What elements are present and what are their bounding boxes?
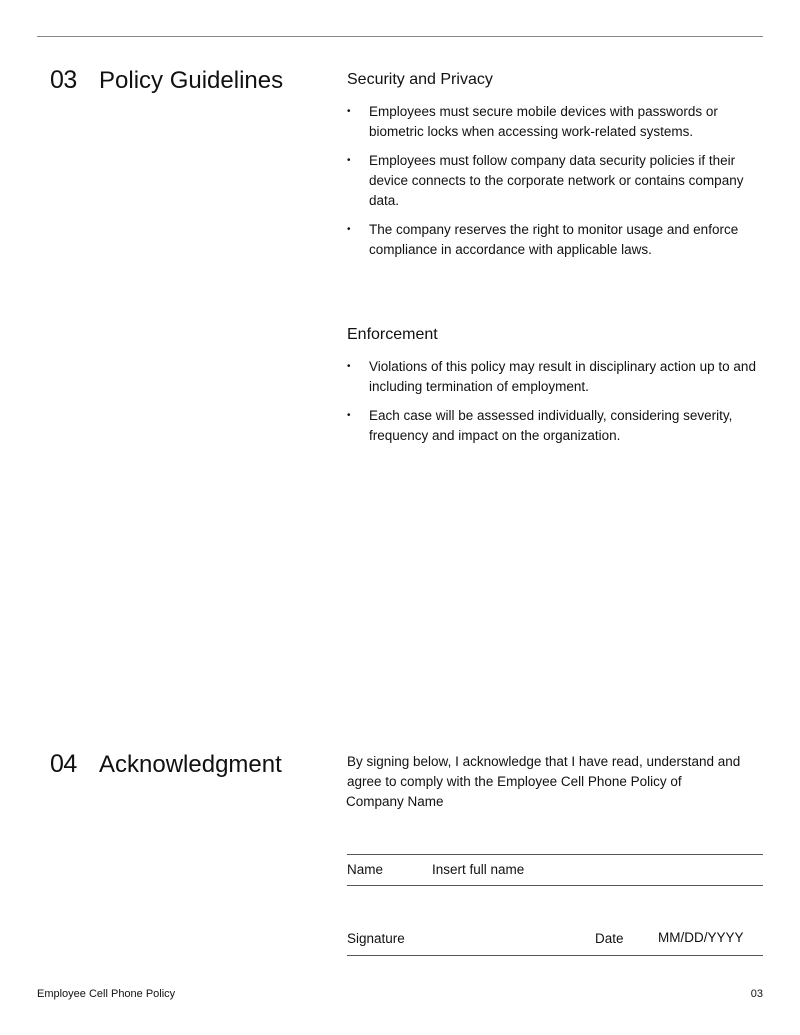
- statement-text: By signing below, I acknowledge that I have read, understand and agree to comply with the Employee Cell Phone Policy of: [347, 754, 741, 789]
- section-03-header: [50, 66, 283, 95]
- section-title: Policy Guidelines: [99, 67, 284, 94]
- list-item: • Each case will be assessed individually, considering severity, frequency and impact on the organization.: [347, 406, 763, 446]
- name-field-bottom-rule: [347, 885, 763, 886]
- list-item: • Violations of this policy may result in disciplinary action up to and including termination of employment.: [347, 357, 763, 397]
- list-item: • Employees must follow company data security policies if their device connects to the corporate network or contains company data.: [347, 151, 763, 211]
- top-divider: [37, 36, 763, 37]
- list-item: • Employees must secure mobile devices with passwords or biometric locks when accessing work-related systems.: [347, 102, 763, 142]
- date-field[interactable]: MM/DD/YYYY: [658, 930, 744, 945]
- name-field[interactable]: Insert full name: [432, 862, 525, 877]
- footer-doc-title: Employee Cell Phone Policy: [37, 988, 176, 1000]
- section-04-header: [50, 750, 282, 779]
- date-label: Date: [595, 931, 624, 946]
- list-item: • The company reserves the right to monitor usage and enforce compliance in accordance with applicable laws.: [347, 220, 763, 260]
- security-privacy-list: [347, 102, 763, 269]
- enforcement-heading: Enforcement: [347, 326, 438, 343]
- signature-field[interactable]: [420, 925, 580, 951]
- section-number: 04: [50, 750, 77, 778]
- company-name: Company Name: [346, 794, 444, 809]
- acknowledgment-statement: [346, 752, 756, 812]
- enforcement-list: [347, 357, 763, 455]
- section-title: Acknowledgment: [99, 751, 282, 778]
- security-privacy-heading: Security and Privacy: [347, 71, 493, 88]
- name-label: Name: [347, 862, 384, 877]
- name-field-top-rule: [347, 854, 763, 855]
- footer-page-number: 03: [750, 988, 763, 1000]
- signature-bottom-rule: [347, 955, 763, 956]
- signature-label: Signature: [347, 931, 405, 946]
- section-number: 03: [50, 66, 77, 94]
